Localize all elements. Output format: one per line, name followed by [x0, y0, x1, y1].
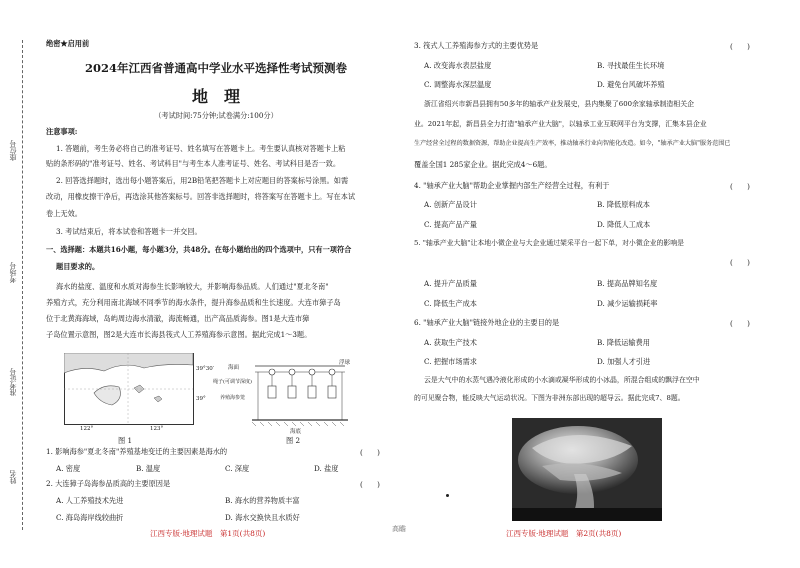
exam-info: （考试时间:75分钟;试卷满分:100分） [154, 111, 278, 120]
passage3-line: 云是大气中的水蒸气遇冷液化形成的小水滴或凝华形成的小冰晶，所混合组成的飘浮在空中 [424, 376, 700, 384]
option-d: D. 减少运输损耗率 [597, 299, 658, 308]
option-c: C. 深度 [225, 464, 250, 473]
side-label-id: 准考证号 [9, 368, 17, 396]
side-label-seat: 座位号 [9, 140, 17, 161]
page-footer-right: 江西专版·地理试题 第2页(共8页) [506, 529, 622, 538]
section-heading: 一、选择题：本题共16小题，每小题3分，共48分。在每小题给出的四个选项中，只有一项符合 [46, 245, 352, 254]
question-6: 6. "轴承产业大脑"链接外地企业的主要目的是 [414, 318, 560, 327]
passage3-line: 的可见聚合物，能反映大气运动状况。下图为非洲东部出现的超导云。据此完成7、8题。 [414, 394, 685, 402]
note-line: 改动，用橡皮擦干净后，再选涂其他答案标号。回答非选择题时，将答案写在答题卡上。写在本试 [46, 192, 356, 201]
figure2-caption: 图 2 [286, 436, 301, 445]
note-line: 卷上无效。 [46, 209, 82, 218]
option-b: B. 温度 [136, 464, 161, 473]
option-d: D. 盐度 [314, 464, 339, 473]
figure1-map [64, 353, 194, 425]
option-a: A. 人工养殖技术先进 [56, 496, 124, 505]
fig1-lat-label: 39°30′ [196, 366, 214, 372]
note-line: 贴的条形码的"准考证号、姓名、考试科目"与考生本人准考证号、姓名、考试科目是否一致。 [46, 159, 341, 168]
passage2-line: 覆盖全国1 285家企业。据此完成4～6题。 [414, 160, 552, 169]
passage1-line: 养殖方式，充分利用南北海域不同季节的海水条件，提升海参品质和生长速度。大连市獐子岛 [46, 298, 341, 307]
option-c: C. 把握市场需求 [424, 357, 477, 366]
option-b: B. 海水的营养物质丰富 [225, 496, 300, 505]
answer-paren: ( ) [730, 319, 750, 328]
option-a: A. 提升产品质量 [424, 279, 477, 288]
question-3: 3. 筏式人工养殖海参方式的主要优势是 [414, 41, 539, 50]
option-a: A. 密度 [56, 464, 81, 473]
answer-paren: ( ) [360, 448, 380, 457]
question-4: 4. "轴承产业大脑"帮助企业掌握内部生产经营全过程，有利于 [414, 181, 610, 190]
figure2-diagram [250, 362, 350, 426]
option-c: C. 调整海水深层温度 [424, 80, 492, 89]
answer-paren: ( ) [730, 258, 750, 267]
passage1-line: 子岛位置示意图，图2是大连市长海县筏式人工养殖海参示意图。据此完成1～3题。 [46, 330, 312, 339]
fig2-label-cage: 养殖海参笼 [220, 395, 246, 401]
passage2-line: 生产经营全过程的数据资源，帮助企业提高生产效率，推动轴承行业向智能化改造。如今，"轴承产业大脑"服务范围已 [414, 140, 731, 147]
figure1-caption: 图 1 [118, 436, 133, 445]
center-stamp: 高瞻 [392, 525, 406, 533]
answer-paren: ( ) [730, 182, 750, 191]
ink-dot [446, 494, 449, 497]
option-d: D. 加强人才引进 [597, 357, 651, 366]
note-line: 1. 答题前，考生务必将自己的准考证号、姓名填写在答题卡上。考生要认真核对答题卡上粘 [56, 144, 346, 153]
section-heading-cont: 题目要求的。 [56, 262, 100, 271]
option-d: D. 海水交换快且水质好 [225, 513, 300, 522]
passage1-line: 海水的盐度、温度和水质对海参生长影响较大，并影响海参品质。人们通过"夏北冬南" [56, 282, 329, 291]
option-b: B. 降低运输费用 [597, 338, 650, 347]
option-a: A. 改变海水表层盐度 [424, 61, 492, 70]
answer-paren: ( ) [730, 42, 750, 51]
option-c: C. 降低生产成本 [424, 299, 477, 308]
option-c: C. 提高产品产量 [424, 220, 477, 229]
option-b: B. 寻找最佳生长环境 [597, 61, 665, 70]
exam-title: 2024年江西省普通高中学业水平选择性考试预测卷 [84, 61, 347, 75]
fig2-label-bottom: 海底 [290, 429, 302, 435]
fig2-label-rope: 绳子(可调节深度) [213, 379, 252, 385]
option-a: A. 创新产品设计 [424, 200, 477, 209]
note-line: 2. 回答选择题时，选出每小题答案后，用2B铅笔把答题卡上对应题目的答案标号涂黑。如需 [56, 176, 349, 185]
passage2-line: 业。2021年起，新昌县全力打造"轴承产业大脑"，以轴承工业互联网平台为支撑，汇集本县企业 [414, 120, 707, 128]
fig2-label-float: 浮球 [339, 360, 351, 366]
option-b: B. 提高品牌知名度 [597, 279, 658, 288]
notes-title: 注意事项: [46, 127, 78, 136]
fig1-lat-label: 39° [196, 396, 206, 402]
cloud-photo [512, 418, 662, 521]
secret-label: 绝密★启用前 [46, 39, 90, 48]
page-footer-left: 江西专版·地理试题 第1页(共8页) [150, 529, 266, 538]
passage1-line: 位于北黄海海域，岛屿周边海水清澈，海流畅通，出产高品质海参。图1是大连市獐 [46, 314, 310, 323]
option-c: C. 海岛海岸线较曲折 [56, 513, 124, 522]
question-2: 2. 大连獐子岛海参品质高的主要原因是 [46, 479, 171, 488]
option-a: A. 获取生产技术 [424, 338, 477, 347]
fig1-lon-label: 122° [80, 426, 94, 432]
fig1-lon-label: 123° [150, 426, 164, 432]
option-d: D. 避免台风破坏养殖 [597, 80, 665, 89]
note-line: 3. 考试结束后，将本试卷和答题卡一并交回。 [56, 227, 202, 236]
fig2-label-sea: 海面 [228, 365, 240, 371]
subject-title: 地 理 [191, 87, 240, 106]
question-1: 1. 影响海参"夏北冬南"养殖基地变迁的主要因素是海水的 [46, 447, 228, 456]
option-d: D. 降低人工成本 [597, 220, 651, 229]
binding-line [22, 40, 23, 530]
passage2-line: 浙江省绍兴市新昌县拥有50多年的轴承产业发展史，县内集聚了600余家轴承制造相关企 [424, 100, 694, 108]
question-5: 5. "轴承产业大脑"让本地小微企业与大企业通过架采平台一起下单，对小微企业的影响是 [414, 239, 685, 247]
option-b: B. 降低原料成本 [597, 200, 650, 209]
answer-paren: ( ) [360, 480, 380, 489]
side-label-exam: 考场号 [9, 262, 17, 283]
side-label-name: 姓名 [9, 470, 17, 484]
